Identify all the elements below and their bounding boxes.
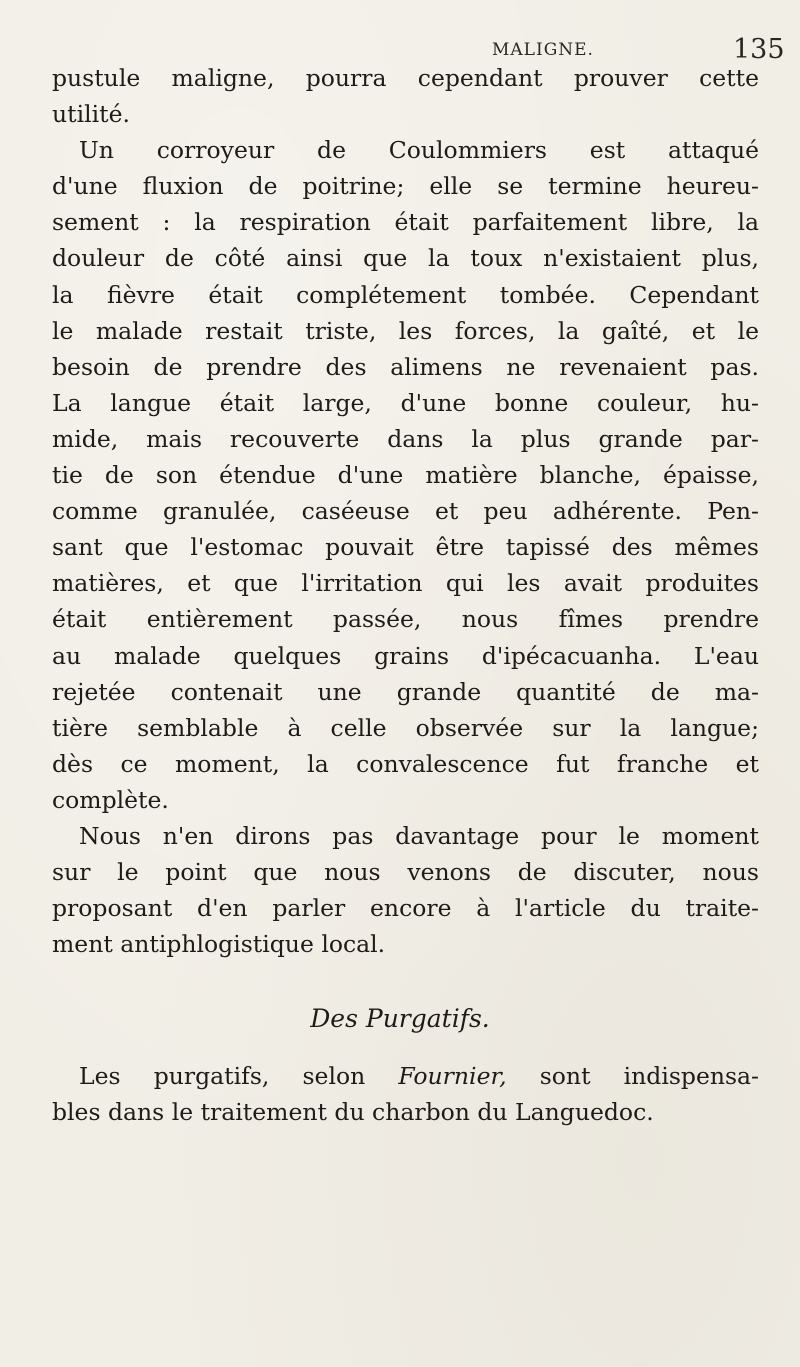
text-line: d'une fluxion de poitrine; elle se termine heureu-	[52, 172, 759, 201]
text-segment: sont indispensa-	[506, 1062, 759, 1090]
text-line: comme granulée, caséeuse et peu adhérente. Pen-	[52, 497, 759, 526]
text-line: sur le point que nous venons de discuter, nous	[52, 858, 759, 887]
text-line: proposant d'en parler encore à l'article du traite-	[52, 894, 759, 923]
text-line: bles dans le traitement du charbon du Languedoc.	[52, 1098, 654, 1127]
text-line: le malade restait triste, les forces, la gaîté, et le	[52, 316, 759, 345]
text-line: douleur de côté ainsi que la toux n'existaient plus,	[52, 244, 759, 273]
text-line	[52, 1058, 759, 1094]
text-line: ment antiphlogistique local.	[52, 930, 386, 959]
text-line: utilité.	[52, 100, 130, 129]
running-head: MALIGNE.	[492, 40, 594, 60]
text-line: Nous n'en dirons pas davantage pour le moment	[79, 821, 759, 850]
text-line: rejetée contenait une grande quantité de ma-	[52, 677, 759, 706]
page-header	[0, 18, 800, 65]
section-title: Des Purgatifs.	[310, 1004, 490, 1033]
body-text	[52, 60, 759, 962]
text-line: La langue était large, d'une bonne couleur, hu-	[52, 388, 759, 417]
text-line: au malade quelques grains d'ipécacuanha. L'eau	[52, 641, 759, 670]
text-line: sant que l'estomac pouvait être tapissé des mêmes	[52, 533, 759, 562]
text-line: la fièvre était complétement tombée. Cependant	[52, 280, 759, 309]
text-line: tière semblable à celle observée sur la langue;	[52, 713, 759, 742]
text-line: matières, et que l'irritation qui les avait produites	[52, 569, 759, 598]
text-line: besoin de prendre des alimens ne revenaient pas.	[52, 352, 759, 381]
text-line: mide, mais recouverte dans la plus grande par-	[52, 424, 759, 453]
text-line: complète.	[52, 785, 169, 814]
text-segment: Les purgatifs, selon	[79, 1062, 399, 1090]
text-line: tie de son étendue d'une matière blanche, épaisse,	[52, 461, 759, 490]
text-line: Un corroyeur de Coulommiers est attaqué	[79, 136, 759, 165]
final-paragraph	[52, 1058, 759, 1130]
text-line: pustule maligne, pourra cependant prouver cette	[52, 64, 759, 92]
text-line: dès ce moment, la convalescence fut franche et	[52, 749, 759, 778]
text-line: sement : la respiration était parfaitement libre, la	[52, 208, 759, 237]
page-number: 135	[733, 34, 785, 65]
text-line: était entièrement passée, nous fîmes prendre	[52, 605, 759, 634]
author-name: Fournier,	[398, 1062, 507, 1090]
